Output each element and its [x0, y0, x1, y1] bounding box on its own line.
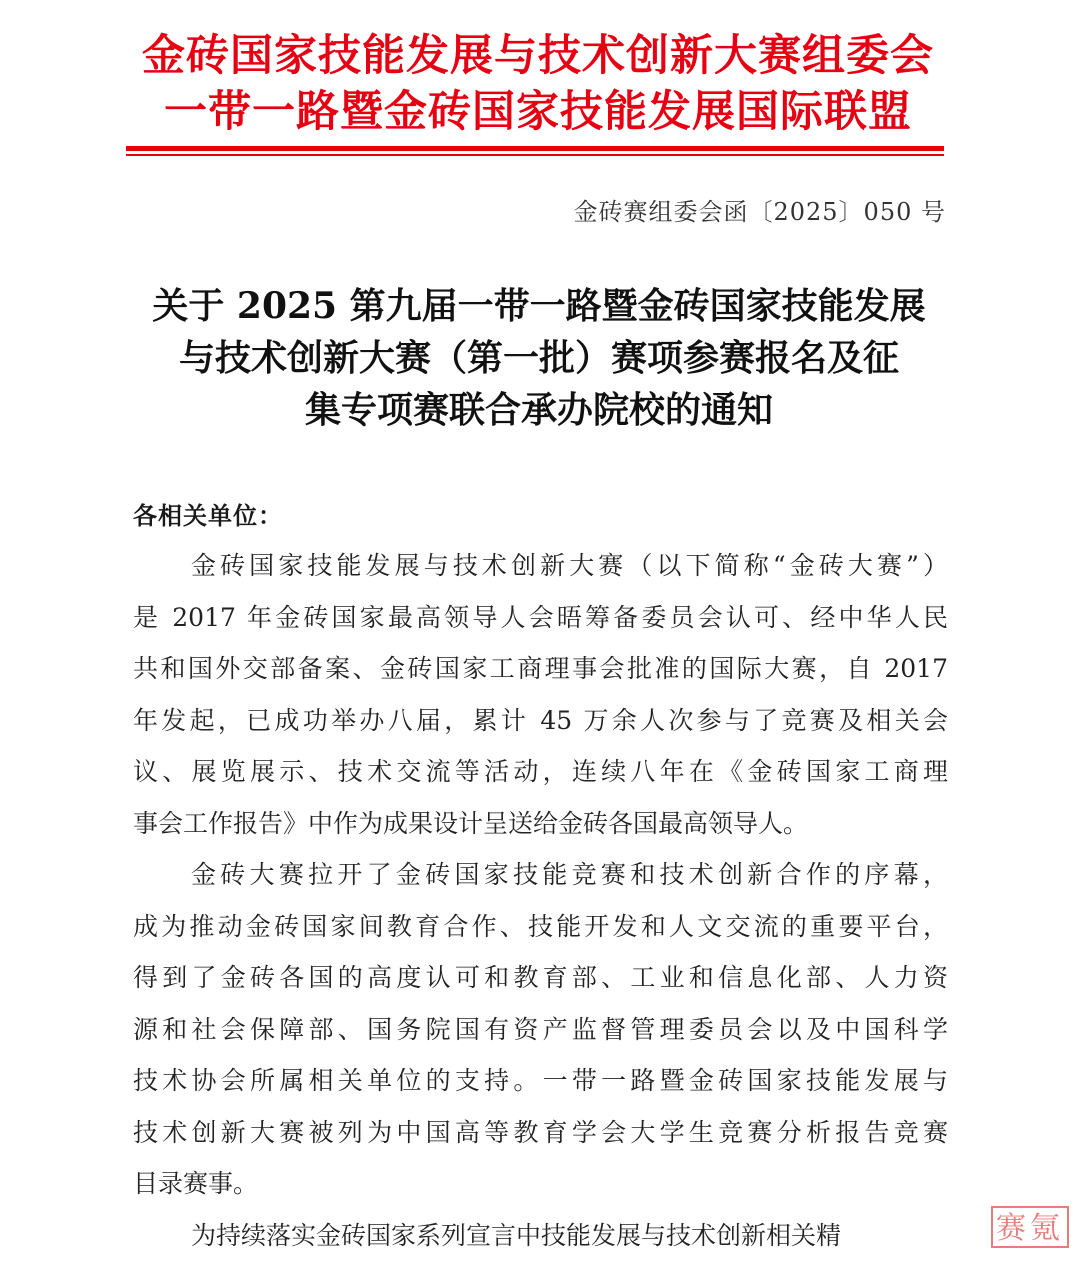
letterhead-divider-thick — [126, 146, 944, 151]
body-line: 技术协会所属相关单位的支持。一带一路暨金砖国家技能发展与 — [133, 1066, 948, 1095]
document-number: 金砖赛组委会函〔2025〕050 号 — [573, 198, 946, 226]
title-line-3: 集专项赛联合承办院校的通知 — [304, 389, 773, 431]
body-line: 技术创新大赛被列为中国高等教育学会大学生竞赛分析报告竞赛 — [133, 1117, 948, 1147]
watermark-seal: 赛氪 — [991, 1206, 1069, 1248]
salutation: 各相关单位： — [133, 501, 283, 530]
letterhead-line-2: 一带一路暨金砖国家技能发展国际联盟 — [164, 87, 912, 137]
letterhead-line-1: 金砖国家技能发展与技术创新大赛组委会 — [142, 31, 934, 81]
body-line: 议、展览展示、技术交流等活动，连续八年在《金砖国家工商理 — [133, 757, 948, 786]
document-body — [133, 540, 948, 1261]
body-line: 是 2017 年金砖国家最高领导人会晤筹备委员会认可、经中华人民 — [133, 602, 948, 632]
title-line-2: 与技术创新大赛（第一批）赛项参赛报名及征 — [178, 337, 899, 379]
body-line: 目录赛事。 — [133, 1169, 259, 1198]
body-line: 共和国外交部备案、金砖国家工商理事会批准的国际大赛，自 2017 — [133, 654, 948, 683]
body-line: 得到了金砖各国的高度认可和教育部、工业和信息化部、人力资 — [133, 963, 948, 992]
body-line: 源和社会保障部、国务院国有资产监督管理委员会以及中国科学 — [133, 1014, 948, 1044]
title-line-1: 关于 2025 第九届一带一路暨金砖国家技能发展 — [152, 285, 926, 327]
body-line: 为持续落实金砖国家系列宣言中技能发展与技术创新相关精 — [191, 1220, 842, 1250]
body-line: 事会工作报告》中作为成果设计呈送给金砖各国最高领导人。 — [133, 808, 809, 838]
body-line: 金砖大赛拉开了金砖国家技能竞赛和技术创新合作的序幕， — [191, 860, 948, 889]
letterhead-divider-thin — [126, 154, 944, 156]
letterhead — [128, 28, 948, 140]
body-line: 年发起，已成功举办八届，累计 45 万余人次参与了竞赛及相关会 — [133, 705, 948, 735]
body-line: 成为推动金砖国家间教育合作、技能开发和人文交流的重要平台， — [133, 911, 948, 941]
document-title — [128, 280, 950, 436]
body-line: 金砖国家技能发展与技术创新大赛（以下简称“金砖大赛”） — [191, 551, 948, 580]
